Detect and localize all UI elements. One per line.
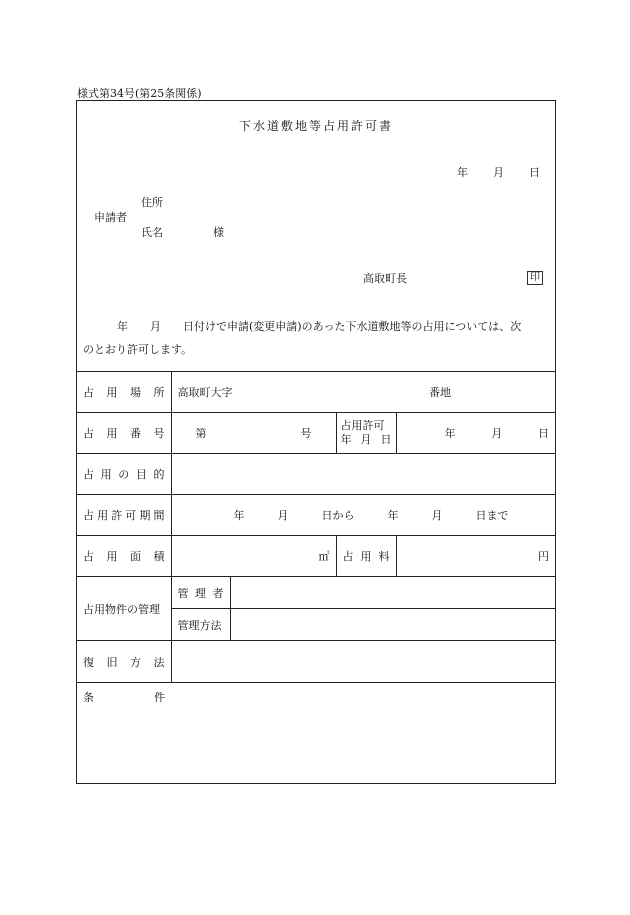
purpose-value-cell [171, 454, 555, 495]
issue-date-year: 年 [457, 166, 468, 179]
period-label-cell [77, 495, 171, 536]
applicant-label: 申請者 [94, 211, 127, 224]
number-label-cell [77, 413, 171, 454]
management-label: 占用物件の管理 [83, 602, 160, 616]
applicant-address-label: 住所 [141, 196, 163, 209]
method-label-cell [171, 609, 230, 641]
management-label-cell [77, 577, 171, 641]
body-text-line2: のとおり許可します。 [83, 343, 193, 356]
issuer-name: 高取町長 [363, 272, 407, 285]
area-unit: ㎡ [318, 550, 330, 563]
fee-value-cell [396, 536, 555, 577]
permit-date-label-1: 占用許可 [340, 419, 385, 432]
area-value-cell [171, 536, 336, 577]
place-prefix: 高取町大字 [177, 386, 233, 399]
restore-value-cell [171, 641, 555, 683]
row-place [77, 372, 555, 413]
row-number [77, 413, 555, 454]
permit-date-month: 月 [491, 427, 503, 440]
area-label: 占 用 面 積 [83, 550, 165, 563]
permit-details-table [77, 371, 555, 783]
permit-document [76, 100, 556, 784]
seal-mark: 印 [527, 271, 543, 285]
applicant-name-label: 氏名 [141, 226, 163, 239]
period-label: 占 用 許 可 期 間 [83, 509, 165, 522]
permit-date-day: 日 [538, 427, 549, 440]
document-title: 下水道敷地等占用許可書 [238, 119, 393, 133]
manager-label-cell [171, 577, 230, 609]
area-label-cell [77, 536, 171, 577]
restore-label: 復 旧 方 法 [83, 655, 165, 669]
purpose-label-cell [77, 454, 171, 495]
permit-date-value-cell [396, 413, 555, 454]
fee-label-cell [336, 536, 396, 577]
row-period [77, 495, 555, 536]
row-area [77, 536, 555, 577]
permit-date-year: 年 [444, 427, 456, 440]
place-suffix: 番地 [429, 386, 451, 399]
place-label-cell [77, 372, 171, 413]
issue-date-day: 日 [529, 166, 540, 179]
restore-label-cell [77, 641, 171, 683]
number-prefix: 第 [195, 427, 207, 440]
fee-label: 占 用 料 [342, 550, 390, 563]
permit-date-label-2: 年 月 日 [340, 433, 392, 446]
permit-date-label-cell [336, 413, 396, 454]
place-label: 占 用 場 所 [83, 386, 165, 399]
number-value-cell [171, 413, 336, 454]
period-value: 年 月 日から 年 月 日まで [171, 495, 555, 536]
manager-label: 管 理 者 [177, 586, 224, 600]
row-manager [77, 577, 555, 609]
conditions-label: 条 件 [83, 691, 165, 704]
row-conditions [77, 683, 555, 783]
number-suffix: 号 [300, 427, 312, 440]
place-value-cell [171, 372, 555, 413]
purpose-label: 占 用 の 目 的 [83, 468, 165, 481]
row-purpose [77, 454, 555, 495]
applicant-honorific: 様 [213, 226, 224, 239]
row-restore [77, 641, 555, 683]
manager-value-cell [230, 577, 555, 609]
number-label: 占 用 番 号 [83, 427, 165, 440]
form-number: 様式第34号(第25条関係) [77, 87, 202, 100]
method-label: 管理方法 [177, 618, 222, 632]
body-text-line1: 年 月 日付けで申請(変更申請)のあった下水道敷地等の占用については、次 [117, 320, 522, 333]
issue-date-month: 月 [493, 166, 504, 179]
conditions-cell [77, 683, 555, 783]
fee-unit: 円 [538, 550, 549, 563]
method-value-cell [230, 609, 555, 641]
